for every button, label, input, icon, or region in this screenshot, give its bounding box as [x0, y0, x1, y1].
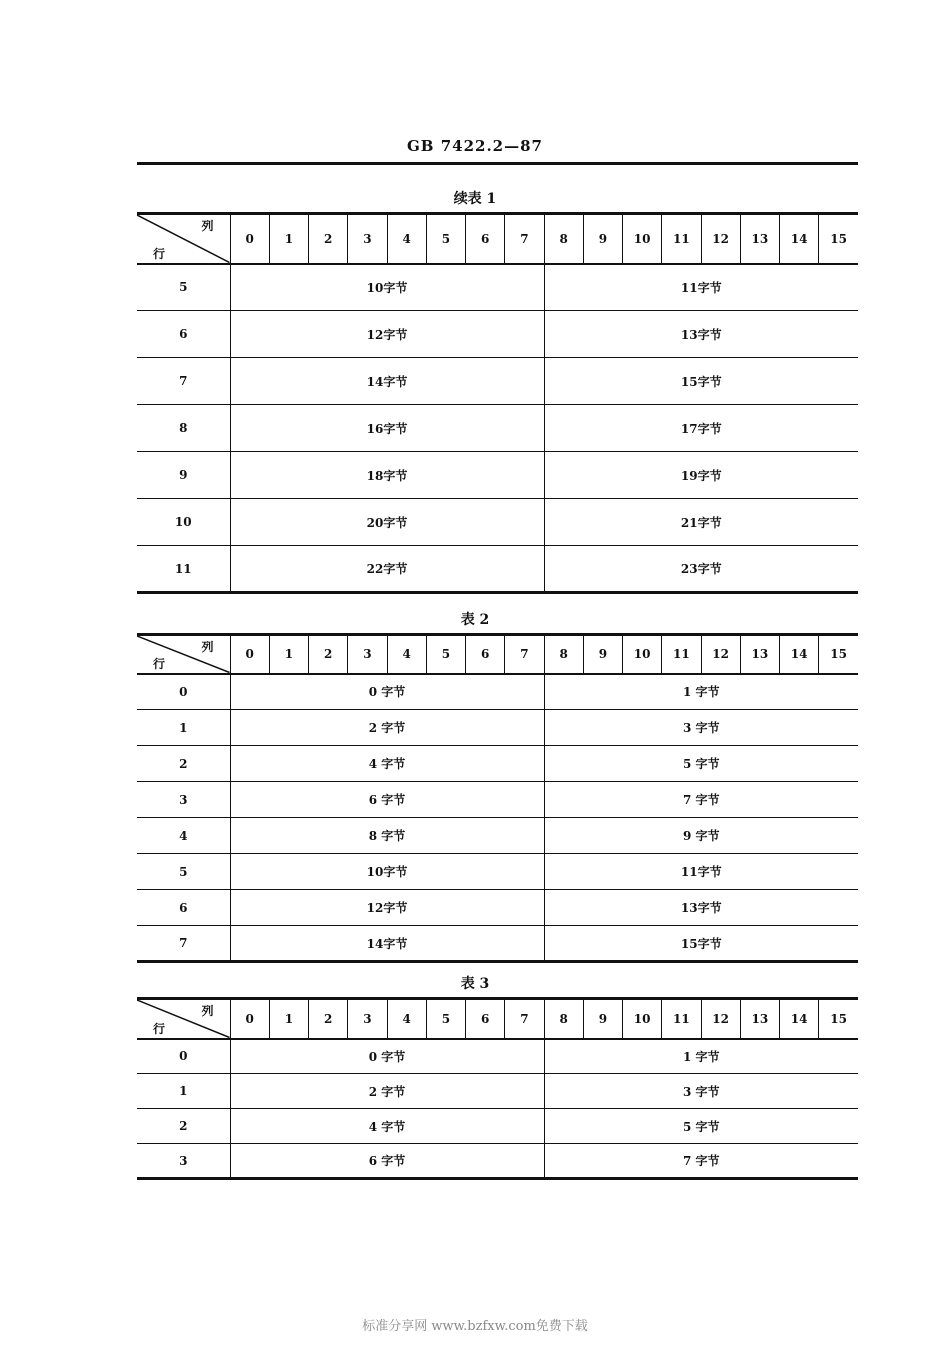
column-header: 3: [348, 635, 387, 674]
table-row: [137, 358, 858, 405]
row-number-cell: 5: [137, 854, 230, 890]
table1-header-row: [137, 214, 858, 264]
column-header: 9: [583, 214, 622, 264]
right-byte-cell: 17字节: [544, 405, 858, 452]
row-number-cell: 4: [137, 818, 230, 854]
column-header: 15: [819, 214, 858, 264]
right-byte-cell: 23字节: [544, 546, 858, 593]
column-header: 13: [740, 214, 779, 264]
column-header: 8: [544, 214, 583, 264]
right-byte-cell: 13字节: [544, 890, 858, 926]
right-byte-cell: 5 字节: [544, 1109, 858, 1144]
left-byte-cell: 22字节: [230, 546, 544, 593]
column-header: 2: [309, 214, 348, 264]
table-row: [137, 546, 858, 593]
column-header: 1: [269, 999, 308, 1039]
table2: [137, 633, 858, 963]
left-byte-cell: 0 字节: [230, 674, 544, 710]
diagonal-divider: [137, 636, 230, 673]
table2-body: [137, 674, 858, 962]
column-header: 11: [662, 214, 701, 264]
row-number-cell: 3: [137, 782, 230, 818]
row-axis-label: 行: [153, 1021, 166, 1036]
left-byte-cell: 10字节: [230, 854, 544, 890]
left-byte-cell: 12字节: [230, 311, 544, 358]
column-header: 13: [740, 999, 779, 1039]
column-header: 7: [505, 635, 544, 674]
column-header: 8: [544, 999, 583, 1039]
row-number-cell: 9: [137, 452, 230, 499]
row-number-cell: 2: [137, 746, 230, 782]
table-row: [137, 710, 858, 746]
column-header: 12: [701, 999, 740, 1039]
table-row: [137, 311, 858, 358]
right-byte-cell: 3 字节: [544, 1074, 858, 1109]
column-header: 5: [426, 635, 465, 674]
table-row: [137, 890, 858, 926]
column-header: 4: [387, 214, 426, 264]
row-number-cell: 1: [137, 710, 230, 746]
right-byte-cell: 11字节: [544, 264, 858, 311]
column-header: 3: [348, 999, 387, 1039]
table1-title: 续表 1: [453, 191, 497, 207]
row-number-cell: 3: [137, 1144, 230, 1179]
left-byte-cell: 16字节: [230, 405, 544, 452]
table-row: [137, 499, 858, 546]
column-header: 8: [544, 635, 583, 674]
left-byte-cell: 2 字节: [230, 710, 544, 746]
column-header: 2: [309, 635, 348, 674]
table-row: [137, 405, 858, 452]
table-row: [137, 1144, 858, 1179]
right-byte-cell: 5 字节: [544, 746, 858, 782]
row-axis-label: 行: [153, 246, 166, 261]
document-code: GB 7422.2—87: [407, 137, 543, 155]
column-header: 10: [623, 635, 662, 674]
row-number-cell: 1: [137, 1074, 230, 1109]
footer-watermark: 标准分享网 www.bzfxw.com免费下载: [362, 1319, 588, 1334]
column-header: 6: [466, 635, 505, 674]
right-byte-cell: 11字节: [544, 854, 858, 890]
right-byte-cell: 15字节: [544, 358, 858, 405]
row-number-cell: 10: [137, 499, 230, 546]
left-byte-cell: 2 字节: [230, 1074, 544, 1109]
column-header: 10: [623, 999, 662, 1039]
column-header: 7: [505, 999, 544, 1039]
table3-body: [137, 1039, 858, 1179]
column-axis-label: 列: [201, 219, 214, 233]
table3-title: 表 3: [460, 976, 490, 992]
table-row: [137, 674, 858, 710]
right-byte-cell: 13字节: [544, 311, 858, 358]
row-number-cell: 2: [137, 1109, 230, 1144]
right-byte-cell: 3 字节: [544, 710, 858, 746]
left-byte-cell: 10字节: [230, 264, 544, 311]
column-header: 0: [230, 635, 269, 674]
left-byte-cell: 18字节: [230, 452, 544, 499]
left-byte-cell: 20字节: [230, 499, 544, 546]
corner-header-cell: [137, 999, 230, 1039]
table-row: [137, 746, 858, 782]
left-byte-cell: 0 字节: [230, 1039, 544, 1074]
column-header: 3: [348, 214, 387, 264]
left-byte-cell: 14字节: [230, 358, 544, 405]
column-header: 0: [230, 999, 269, 1039]
row-number-cell: 6: [137, 311, 230, 358]
table-row: [137, 854, 858, 890]
column-header: 14: [780, 635, 819, 674]
column-header: 7: [505, 214, 544, 264]
table3: [137, 997, 858, 1180]
column-header: 5: [426, 999, 465, 1039]
table-row: [137, 264, 858, 311]
left-byte-cell: 4 字节: [230, 746, 544, 782]
column-header: 10: [623, 214, 662, 264]
column-header: 15: [819, 635, 858, 674]
row-number-cell: 8: [137, 405, 230, 452]
row-number-cell: 7: [137, 926, 230, 962]
table-row: [137, 452, 858, 499]
row-number-cell: 0: [137, 674, 230, 710]
right-byte-cell: 7 字节: [544, 782, 858, 818]
right-byte-cell: 1 字节: [544, 674, 858, 710]
column-header: 14: [780, 214, 819, 264]
corner-header-cell: [137, 214, 230, 264]
column-header: 2: [309, 999, 348, 1039]
right-byte-cell: 1 字节: [544, 1039, 858, 1074]
column-header: 0: [230, 214, 269, 264]
column-header: 9: [583, 999, 622, 1039]
row-number-cell: 7: [137, 358, 230, 405]
row-number-cell: 6: [137, 890, 230, 926]
table-row: [137, 926, 858, 962]
corner-header-cell: [137, 635, 230, 674]
table1: [137, 212, 858, 594]
right-byte-cell: 15字节: [544, 926, 858, 962]
row-number-cell: 5: [137, 264, 230, 311]
column-axis-label: 列: [201, 640, 214, 654]
right-byte-cell: 9 字节: [544, 818, 858, 854]
left-byte-cell: 14字节: [230, 926, 544, 962]
header-rule: [137, 162, 858, 165]
row-axis-label: 行: [153, 656, 166, 671]
table2-header-row: [137, 635, 858, 674]
left-byte-cell: 6 字节: [230, 1144, 544, 1179]
column-header: 1: [269, 214, 308, 264]
column-header: 13: [740, 635, 779, 674]
column-header: 4: [387, 999, 426, 1039]
left-byte-cell: 12字节: [230, 890, 544, 926]
table-row: [137, 782, 858, 818]
column-header: 12: [701, 214, 740, 264]
diagonal-divider: [137, 215, 230, 263]
diagonal-divider: [137, 1000, 230, 1038]
table-row: [137, 818, 858, 854]
left-byte-cell: 4 字节: [230, 1109, 544, 1144]
column-header: 14: [780, 999, 819, 1039]
table3-header-row: [137, 999, 858, 1039]
column-header: 12: [701, 635, 740, 674]
column-header: 11: [662, 999, 701, 1039]
row-number-cell: 11: [137, 546, 230, 593]
column-header: 6: [466, 999, 505, 1039]
table-row: [137, 1109, 858, 1144]
right-byte-cell: 19字节: [544, 452, 858, 499]
left-byte-cell: 8 字节: [230, 818, 544, 854]
column-header: 15: [819, 999, 858, 1039]
column-header: 4: [387, 635, 426, 674]
table2-title: 表 2: [460, 612, 490, 628]
column-header: 6: [466, 214, 505, 264]
right-byte-cell: 21字节: [544, 499, 858, 546]
row-number-cell: 0: [137, 1039, 230, 1074]
column-header: 11: [662, 635, 701, 674]
left-byte-cell: 6 字节: [230, 782, 544, 818]
column-header: 5: [426, 214, 465, 264]
column-axis-label: 列: [201, 1004, 214, 1018]
table-row: [137, 1039, 858, 1074]
column-header: 1: [269, 635, 308, 674]
right-byte-cell: 7 字节: [544, 1144, 858, 1179]
table-row: [137, 1074, 858, 1109]
table1-body: [137, 264, 858, 593]
column-header: 9: [583, 635, 622, 674]
